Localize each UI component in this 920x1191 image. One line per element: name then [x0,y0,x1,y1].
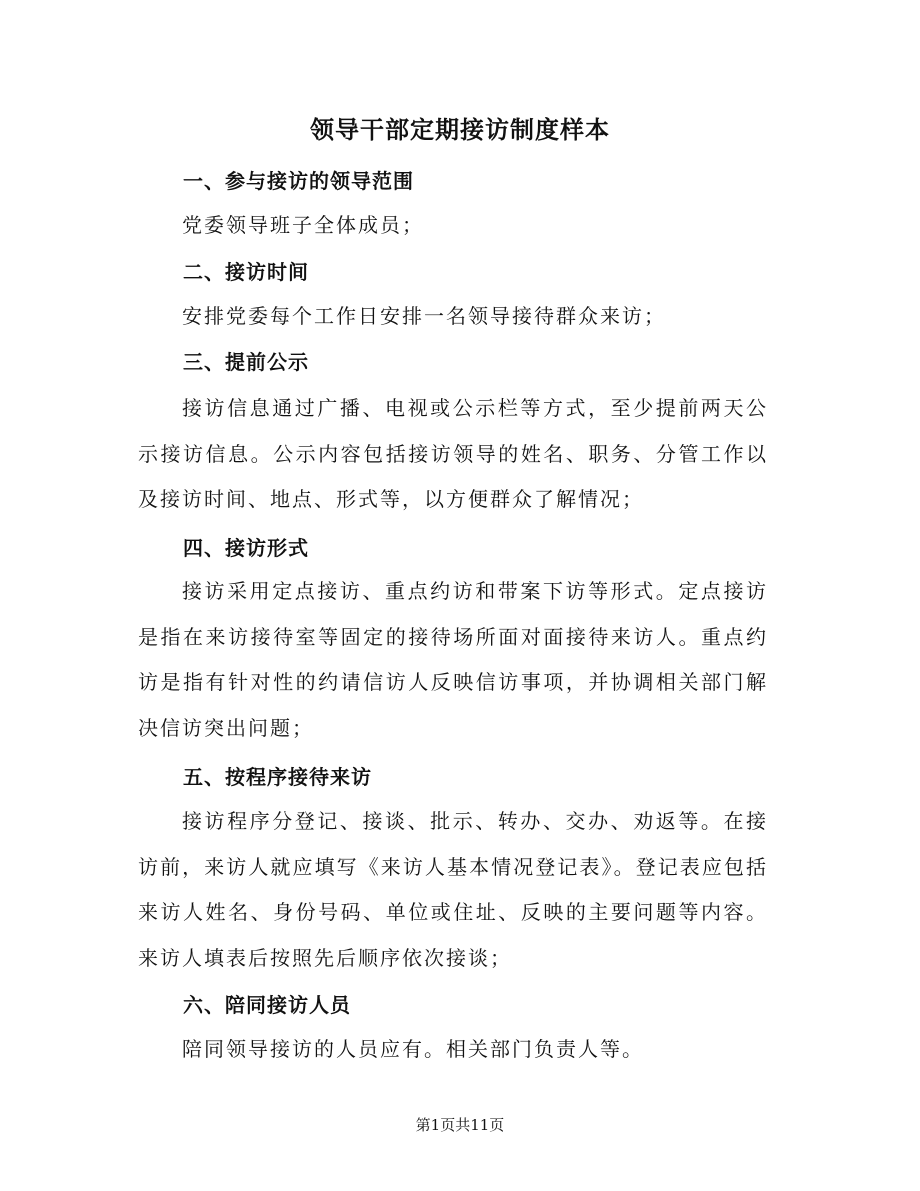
section-body-3: 接访信息通过广播、电视或公示栏等方式，至少提前两天公示接访信息。公示内容包括接访领导的姓名、职务、分管工作以及接访时间、地点、形式等，以方便群众了解情况； [138,396,768,511]
section-heading-5: 五、按程序接待来访 [183,765,372,789]
section-body-2: 安排党委每个工作日安排一名领导接待群众来访； [182,304,666,328]
page-footer: 第1页共11页 [415,1116,505,1134]
section-heading-4: 四、接访形式 [183,536,309,560]
section-body-4: 接访采用定点接访、重点约访和带案下访等形式。定点接访是指在来访接待室等固定的接待场所面对面接待来访人。重点约访是指有针对性的约请信访人反映信访事项，并协调相关部门解决信访突出问题； [138,579,768,740]
section-body-5: 接访程序分登记、接谈、批示、转办、交办、劝返等。在接访前，来访人就应填写《来访人基本情况登记表》。登记表应包括来访人姓名、身份号码、单位或住址、反映的主要问题等内容。来访人填表后按照先后顺序依次接谈； [138,809,768,970]
section-heading-6: 六、陪同接访人员 [183,993,351,1017]
document-title: 领导干部定期接访制度样本 [310,115,610,144]
section-body-1: 党委领导班子全体成员； [182,213,424,237]
section-heading-1: 一、参与接访的领导范围 [183,169,414,193]
section-heading-3: 三、提前公示 [183,350,309,374]
section-heading-2: 二、接访时间 [183,260,309,284]
section-body-6: 陪同领导接访的人员应有。相关部门负责人等。 [182,1037,644,1061]
